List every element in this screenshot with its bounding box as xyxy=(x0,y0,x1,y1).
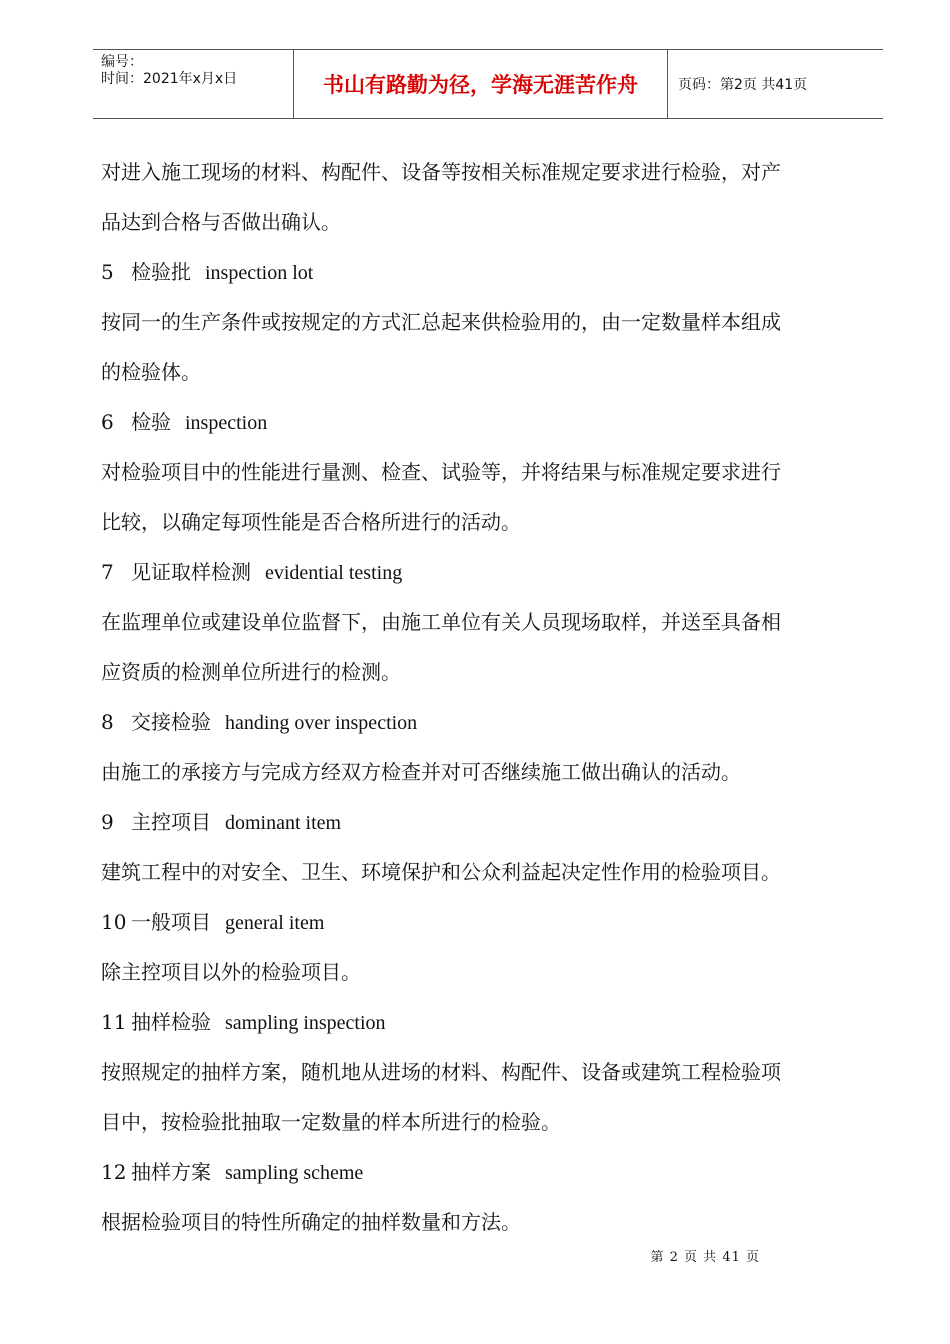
term-chinese: 一般项目 xyxy=(131,910,211,934)
term-heading xyxy=(101,397,881,447)
term-english: sampling scheme xyxy=(225,1162,364,1184)
term-chinese: 检验 xyxy=(131,410,171,434)
term-chinese: 见证取样检测 xyxy=(131,560,251,584)
term-heading xyxy=(101,547,881,597)
term-english: evidential testing xyxy=(265,562,403,584)
term-number: 12 xyxy=(101,1160,127,1184)
term-definition-line: 比较，以确定每项性能是否合格所进行的活动。 xyxy=(101,510,521,534)
header-motto: 书山有路勤为径，学海无涯苦作舟 xyxy=(294,50,668,118)
term-chinese: 抽样检验 xyxy=(131,1010,211,1034)
term-list xyxy=(101,247,881,1247)
term-definition-line: 由施工的承接方与完成方经双方检查并对可否继续施工做出确认的活动。 xyxy=(101,760,741,784)
header-meta-cell xyxy=(93,50,294,118)
term-heading xyxy=(101,1147,881,1197)
term-definition-line: 对检验项目中的性能进行量测、检查、试验等，并将结果与标准规定要求进行 xyxy=(101,460,781,484)
term-number: 8 xyxy=(101,710,114,734)
term-definition-line: 根据检验项目的特性所确定的抽样数量和方法。 xyxy=(101,1210,521,1234)
term-definition-line: 的检验体。 xyxy=(101,360,201,384)
time-label: 时间：2021年x月x日 xyxy=(101,71,238,87)
term-english: handing over inspection xyxy=(225,712,418,734)
term-definition-line: 应资质的检测单位所进行的检测。 xyxy=(101,660,401,684)
term-english: general item xyxy=(225,912,325,934)
header-page-info: 页码：第2页 共41页 xyxy=(678,77,808,93)
term-definition-line: 目中，按检验批抽取一定数量的样本所进行的检验。 xyxy=(101,1110,561,1134)
term-english: inspection xyxy=(185,412,268,434)
term-heading xyxy=(101,247,881,297)
term-definition-line: 在监理单位或建设单位监督下，由施工单位有关人员现场取样，并送至具备相 xyxy=(101,610,781,634)
intro-line: 对进入施工现场的材料、构配件、设备等按相关标准规定要求进行检验，对产 xyxy=(101,160,781,184)
term-chinese: 抽样方案 xyxy=(131,1160,211,1184)
term-number: 6 xyxy=(101,410,114,434)
term-definition-line: 建筑工程中的对安全、卫生、环境保护和公众利益起决定性作用的检验项目。 xyxy=(101,860,781,884)
term-english: sampling inspection xyxy=(225,1012,386,1034)
term-chinese: 交接检验 xyxy=(131,710,211,734)
term-heading xyxy=(101,697,881,747)
intro-line: 品达到合格与否做出确认。 xyxy=(101,210,341,234)
page-footer: 第 2 页 共 41 页 xyxy=(650,1250,760,1265)
term-english: dominant item xyxy=(225,812,342,834)
term-definition-line: 按同一的生产条件或按规定的方式汇总起来供检验用的，由一定数量样本组成 xyxy=(101,310,781,334)
term-heading xyxy=(101,997,881,1047)
term-chinese: 检验批 xyxy=(131,260,191,284)
code-label: 编号： xyxy=(101,54,143,70)
term-english: inspection lot xyxy=(205,262,314,284)
term-chinese: 主控项目 xyxy=(131,810,211,834)
term-definition-line: 除主控项目以外的检验项目。 xyxy=(101,960,361,984)
term-definition-line: 按照规定的抽样方案，随机地从进场的材料、构配件、设备或建筑工程检验项 xyxy=(101,1060,781,1084)
term-number: 7 xyxy=(101,560,114,584)
document-body xyxy=(101,147,881,1247)
term-number: 5 xyxy=(101,260,114,284)
term-heading xyxy=(101,897,881,947)
page-header xyxy=(93,49,883,119)
term-number: 10 xyxy=(101,910,127,934)
term-number: 9 xyxy=(101,810,114,834)
term-heading xyxy=(101,797,881,847)
term-number: 11 xyxy=(101,1010,127,1034)
